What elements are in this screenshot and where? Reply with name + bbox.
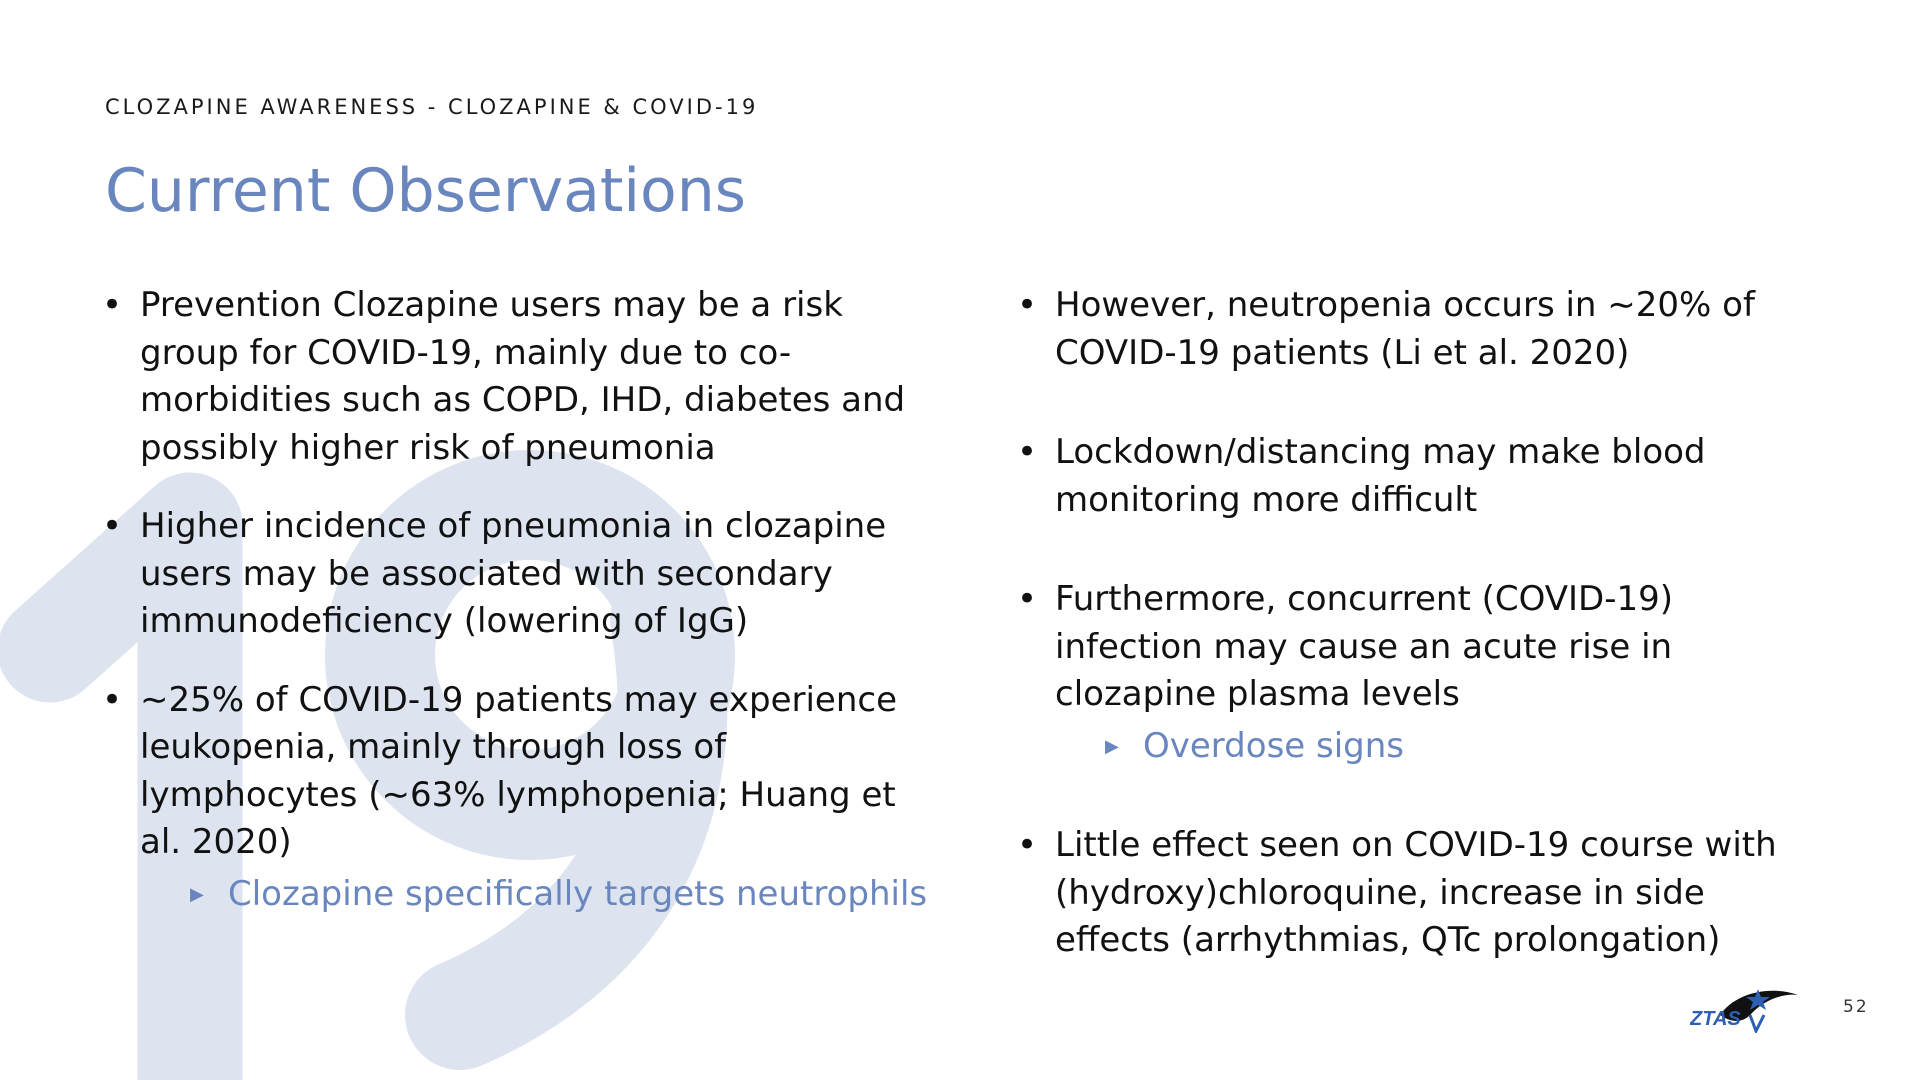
left-bullet-list — [100, 282, 940, 918]
page-title: Current Observations — [105, 156, 747, 226]
triangle-right-icon: ▶ — [1105, 735, 1119, 757]
bullet-dot-icon: • — [102, 679, 123, 720]
list-item — [1015, 576, 1815, 770]
right-bullet-list — [1015, 282, 1815, 965]
list-item — [100, 282, 940, 472]
bullet-dot-icon: • — [1017, 432, 1038, 472]
sub-list-item — [1095, 723, 1815, 771]
bullet-text: Lockdown/distancing may make blood monitoring more difficult — [1055, 432, 1706, 520]
sub-bullet-text: Clozapine specifically targets neutrophils — [228, 873, 928, 914]
bullet-text: Furthermore, concurrent (COVID-19) infection may cause an acute rise in clozapine plasma levels — [1055, 579, 1674, 714]
bullet-dot-icon: • — [1017, 285, 1038, 325]
list-item — [100, 503, 940, 646]
bullet-text: Higher incidence of pneumonia in clozapine users may be associated with secondary immunodeficiency (lowering of IgG) — [140, 506, 887, 641]
list-item — [1015, 822, 1815, 965]
section-kicker: CLOZAPINE AWARENESS - CLOZAPINE & COVID-19 — [105, 95, 759, 119]
page-number: 52 — [1843, 997, 1869, 1017]
bullet-text: Little effect seen on COVID-19 course with (hydroxy)chloroquine, increase in side effects (arrhythmias, QTc prolongation) — [1055, 825, 1777, 960]
list-item — [1015, 282, 1815, 377]
bullet-text: ∼25% of COVID-19 patients may experience leukopenia, mainly through loss of lymphocytes (∼63% lymphopenia; Huang et al. 2020) — [140, 679, 897, 862]
bullet-dot-icon: • — [1017, 579, 1038, 619]
bullet-text: Prevention Clozapine users may be a risk group for COVID-19, mainly due to co-morbidities such as COPD, IHD, diabetes and possibly higher risk of pneumonia — [140, 285, 906, 468]
ztas-logo — [1690, 985, 1802, 1033]
logo-figure — [1750, 1015, 1764, 1031]
list-item — [100, 677, 940, 919]
bullet-dot-icon: • — [1017, 825, 1038, 865]
bullet-dot-icon: • — [102, 506, 123, 546]
sub-list-item — [180, 871, 940, 919]
triangle-right-icon: ▶ — [190, 883, 204, 905]
bullet-dot-icon: • — [102, 285, 123, 325]
bullet-text: However, neutropenia occurs in ∼20% of COVID-19 patients (Li et al. 2020) — [1055, 285, 1755, 373]
logo-text: ZTAS — [1690, 1008, 1741, 1030]
list-item — [1015, 429, 1815, 524]
sub-bullet-text: Overdose signs — [1143, 725, 1405, 766]
